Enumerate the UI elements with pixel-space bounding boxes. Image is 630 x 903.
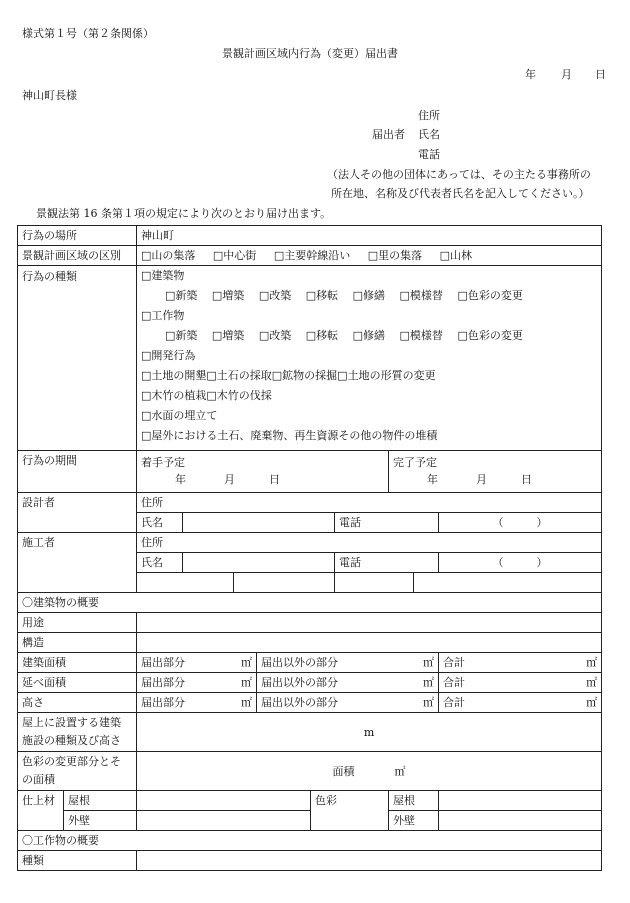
row-location bbox=[18, 226, 602, 246]
building-overview-heading: 〇建築物の概要 bbox=[18, 593, 602, 613]
zone-option-forest[interactable]: □山林 bbox=[439, 249, 473, 262]
designer-address[interactable]: 住所 bbox=[137, 493, 602, 513]
builder-extra-1[interactable] bbox=[137, 573, 234, 593]
finish-wall-input[interactable] bbox=[137, 811, 311, 831]
action-development[interactable]: □開発行為 bbox=[141, 349, 196, 362]
floor-area-other-unit: ㎡ bbox=[414, 673, 439, 693]
rooftop-label: 屋上に設置する建築 施設の種類及び高さ bbox=[18, 713, 137, 752]
page-title: 景観計画区域内行為（変更）届出書 bbox=[222, 47, 398, 60]
row-rooftop bbox=[18, 713, 602, 752]
structure-repair[interactable]: □修繕 bbox=[352, 329, 386, 342]
row-use bbox=[18, 613, 602, 633]
intro-text: 景観法第 16 条第１項の規定により次のとおり届け出ます。 bbox=[36, 207, 332, 220]
finish-roof-input[interactable] bbox=[137, 791, 311, 811]
period-end-label: 完了予定 bbox=[393, 456, 437, 469]
applicant-phone-label: 電話 bbox=[418, 148, 440, 161]
zone-options bbox=[137, 246, 602, 266]
rooftop-input[interactable]: m bbox=[137, 713, 602, 752]
height-label: 高さ bbox=[18, 693, 137, 713]
finish-label: 仕上材 bbox=[18, 791, 64, 831]
builder-extra-3[interactable] bbox=[335, 573, 414, 593]
builder-phone-label: 電話 bbox=[335, 553, 439, 573]
structure-extension[interactable]: □増築 bbox=[211, 329, 245, 342]
date-year: 年 bbox=[525, 68, 536, 81]
period-label: 行為の期間 bbox=[18, 451, 137, 493]
floor-area-reported[interactable]: 届出部分 bbox=[137, 673, 234, 693]
builder-address[interactable]: 住所 bbox=[137, 533, 602, 553]
row-structure-overview bbox=[18, 831, 602, 851]
structure-new[interactable]: □新築 bbox=[165, 329, 198, 342]
builder-label: 施工者 bbox=[18, 533, 137, 593]
height-other-unit: ㎡ bbox=[414, 693, 439, 713]
designer-name-input[interactable] bbox=[183, 513, 335, 533]
finish-color-roof-input[interactable] bbox=[439, 791, 602, 811]
applicant-note-line1: （法人その他の団体にあっては、その主たる事務所の bbox=[327, 168, 591, 181]
designer-phone-input[interactable]: （ ） bbox=[439, 513, 602, 533]
row-action-type bbox=[18, 266, 602, 451]
row-structure bbox=[18, 633, 602, 653]
color-change-area-word: 面積 bbox=[332, 764, 355, 778]
floor-area-reported-unit: ㎡ bbox=[234, 673, 257, 693]
action-structure[interactable]: □工作物 bbox=[141, 309, 185, 322]
building-rebuild[interactable]: □改築 bbox=[258, 289, 292, 302]
finish-roof-label: 屋根 bbox=[64, 791, 137, 811]
color-change-label: 色彩の変更部分とそ の面積 bbox=[18, 752, 137, 791]
building-repair[interactable]: □修繕 bbox=[352, 289, 386, 302]
building-area-total-unit: ㎡ bbox=[542, 653, 602, 673]
use-input[interactable] bbox=[137, 613, 602, 633]
action-structure-sub bbox=[141, 326, 597, 346]
row-zone bbox=[18, 246, 602, 266]
structure-remodel[interactable]: □模様替 bbox=[399, 329, 443, 342]
color-change-unit: ㎡ bbox=[394, 764, 406, 778]
applicant-address-label: 住所 bbox=[418, 109, 440, 122]
kind-input[interactable] bbox=[137, 851, 602, 871]
row-designer-address bbox=[18, 493, 602, 513]
building-area-other[interactable]: 届出以外の部分 bbox=[257, 653, 414, 673]
building-area-reported-unit: ㎡ bbox=[234, 653, 257, 673]
building-extension[interactable]: □増築 bbox=[211, 289, 245, 302]
period-end-cell[interactable] bbox=[389, 451, 602, 493]
finish-wall-label: 外壁 bbox=[64, 811, 137, 831]
builder-phone-input[interactable]: （ ） bbox=[439, 553, 602, 573]
kind-label: 種類 bbox=[18, 851, 137, 871]
height-reported-unit: ㎡ bbox=[234, 693, 257, 713]
finish-color-wall-input[interactable] bbox=[439, 811, 602, 831]
height-other[interactable]: 届出以外の部分 bbox=[257, 693, 414, 713]
row-kind bbox=[18, 851, 602, 871]
row-floor-area bbox=[18, 673, 602, 693]
structure-label: 構造 bbox=[18, 633, 137, 653]
builder-name-input[interactable] bbox=[183, 553, 335, 573]
zone-label: 景観計画区域の区別 bbox=[18, 246, 137, 266]
building-area-reported[interactable]: 届出部分 bbox=[137, 653, 234, 673]
action-options bbox=[137, 266, 602, 451]
action-storage[interactable]: □屋外における土石、廃棄物、再生資源その他の物件の堆積 bbox=[141, 429, 438, 442]
color-change-input[interactable] bbox=[137, 752, 602, 791]
finish-color-label: 色彩 bbox=[311, 791, 389, 831]
building-remodel[interactable]: □模様替 bbox=[399, 289, 443, 302]
zone-option-village[interactable]: □里の集落 bbox=[367, 249, 423, 262]
notification-form-table bbox=[17, 225, 602, 871]
building-new[interactable]: □新築 bbox=[165, 289, 198, 302]
height-total[interactable]: 合計 bbox=[439, 693, 542, 713]
period-start-label: 着手予定 bbox=[141, 456, 185, 469]
floor-area-label: 延べ面積 bbox=[18, 673, 137, 693]
zone-option-main-road[interactable]: □主要幹線沿い bbox=[273, 249, 351, 262]
applicant-role-label: 届出者 bbox=[372, 128, 405, 141]
addressee: 神山町長様 bbox=[22, 89, 77, 102]
structure-relocate[interactable]: □移転 bbox=[305, 329, 339, 342]
form-number: 様式第１号（第２条関係） bbox=[22, 27, 154, 40]
row-building-overview bbox=[18, 593, 602, 613]
action-trees[interactable]: □木竹の植栽□木竹の伐採 bbox=[141, 389, 272, 402]
period-start-date: 年 月 日 bbox=[175, 473, 280, 486]
location-value[interactable]: 神山町 bbox=[137, 226, 602, 246]
action-land[interactable]: □土地の開墾□土石の採取□鉱物の採掘□土地の形質の変更 bbox=[141, 369, 436, 382]
row-finish-wall bbox=[18, 811, 602, 831]
row-color-change bbox=[18, 752, 602, 791]
designer-name-label: 氏名 bbox=[137, 513, 183, 533]
row-finish-roof bbox=[18, 791, 602, 811]
floor-area-other[interactable]: 届出以外の部分 bbox=[257, 673, 414, 693]
row-period bbox=[18, 451, 602, 493]
building-area-other-unit: ㎡ bbox=[414, 653, 439, 673]
building-color-change[interactable]: □色彩の変更 bbox=[457, 289, 523, 302]
action-building-sub bbox=[141, 286, 597, 306]
zone-option-downtown[interactable]: □中心街 bbox=[212, 249, 257, 262]
row-builder-address bbox=[18, 533, 602, 553]
finish-color-wall-label: 外壁 bbox=[389, 811, 439, 831]
action-building[interactable]: □建築物 bbox=[141, 269, 185, 282]
zone-option-mountain-village[interactable]: □山の集落 bbox=[141, 249, 196, 262]
builder-extra-4[interactable] bbox=[414, 573, 602, 593]
finish-color-roof-label: 屋根 bbox=[389, 791, 439, 811]
height-total-unit: ㎡ bbox=[542, 693, 602, 713]
row-building-area bbox=[18, 653, 602, 673]
applicant-note-line2: 所在地、名称及び代表者氏名を記入してください。） bbox=[331, 187, 590, 200]
floor-area-total-unit: ㎡ bbox=[542, 673, 602, 693]
row-height bbox=[18, 693, 602, 713]
date-day: 日 bbox=[595, 68, 606, 81]
structure-overview-heading: 〇工作物の概要 bbox=[18, 831, 602, 851]
floor-area-total[interactable]: 合計 bbox=[439, 673, 542, 693]
designer-label: 設計者 bbox=[18, 493, 137, 533]
action-label: 行為の種類 bbox=[18, 266, 137, 451]
structure-input[interactable] bbox=[137, 633, 602, 653]
action-water[interactable]: □水面の埋立て bbox=[141, 409, 218, 422]
height-reported[interactable]: 届出部分 bbox=[137, 693, 234, 713]
use-label: 用途 bbox=[18, 613, 137, 633]
location-label: 行為の場所 bbox=[18, 226, 137, 246]
period-end-date: 年 月 日 bbox=[427, 473, 532, 486]
builder-extra-2[interactable] bbox=[234, 573, 335, 593]
building-area-label: 建築面積 bbox=[18, 653, 137, 673]
period-start-cell[interactable] bbox=[137, 451, 389, 493]
date-month: 月 bbox=[561, 68, 572, 81]
applicant-name-label: 氏名 bbox=[418, 128, 440, 141]
structure-color-change[interactable]: □色彩の変更 bbox=[457, 329, 523, 342]
builder-name-label: 氏名 bbox=[137, 553, 183, 573]
building-area-total[interactable]: 合計 bbox=[439, 653, 542, 673]
building-relocate[interactable]: □移転 bbox=[305, 289, 339, 302]
structure-rebuild[interactable]: □改築 bbox=[258, 329, 292, 342]
designer-phone-label: 電話 bbox=[335, 513, 439, 533]
